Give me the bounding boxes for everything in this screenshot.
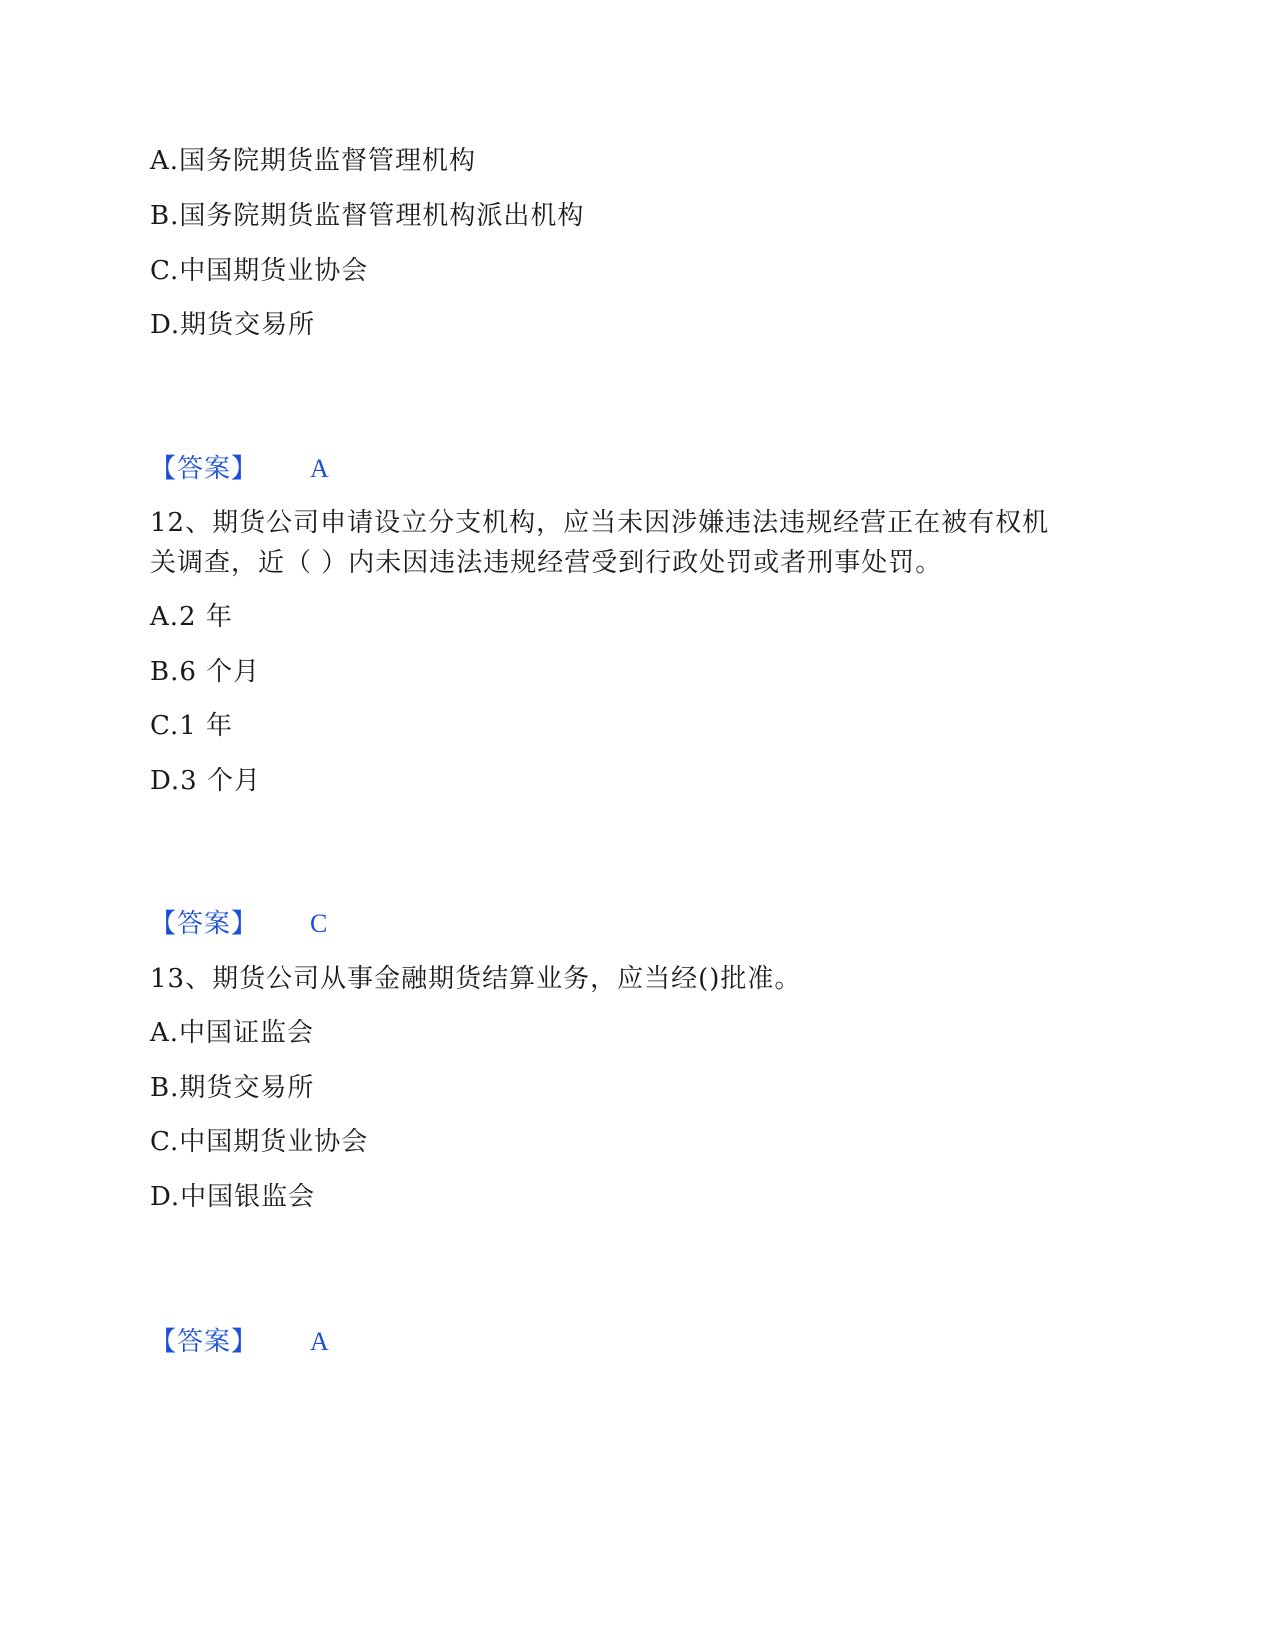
q13-option-a: A.中国证监会 bbox=[150, 1018, 315, 1048]
q11-option-c: C.中国期货业协会 bbox=[150, 256, 369, 286]
answer-value: C bbox=[310, 909, 328, 938]
q13-option-b: B.期货交易所 bbox=[150, 1073, 315, 1103]
answer-label: 【答案】 bbox=[150, 454, 259, 484]
q11-option-a: A.国务院期货监督管理机构 bbox=[150, 146, 477, 176]
q12-question-line-1: 12、期货公司申请设立分支机构，应当未因涉嫌违法违规经营正在被有权机 bbox=[150, 508, 1050, 538]
q13-answer bbox=[150, 1325, 329, 1359]
q13-option-d: D.中国银监会 bbox=[150, 1182, 316, 1212]
answer-label: 【答案】 bbox=[150, 1327, 259, 1357]
answer-label: 【答案】 bbox=[150, 909, 259, 939]
q12-option-d: D.3 个月 bbox=[150, 766, 261, 796]
answer-value: A bbox=[310, 1327, 329, 1356]
q12-question-line-2: 关调查，近（ ）内未因违法违规经营受到行政处罚或者刑事处罚。 bbox=[150, 548, 943, 578]
q13-question-line-1: 13、期货公司从事金融期货结算业务，应当经()批准。 bbox=[150, 964, 802, 994]
q12-option-a: A.2 年 bbox=[150, 602, 233, 632]
q11-answer bbox=[150, 452, 329, 486]
q11-option-b: B.国务院期货监督管理机构派出机构 bbox=[150, 201, 585, 231]
q13-option-c: C.中国期货业协会 bbox=[150, 1127, 369, 1157]
q12-option-c: C.1 年 bbox=[150, 711, 234, 741]
q12-answer bbox=[150, 907, 327, 941]
answer-value: A bbox=[310, 454, 329, 483]
q11-option-d: D.期货交易所 bbox=[150, 310, 316, 340]
q12-option-b: B.6 个月 bbox=[150, 657, 261, 687]
